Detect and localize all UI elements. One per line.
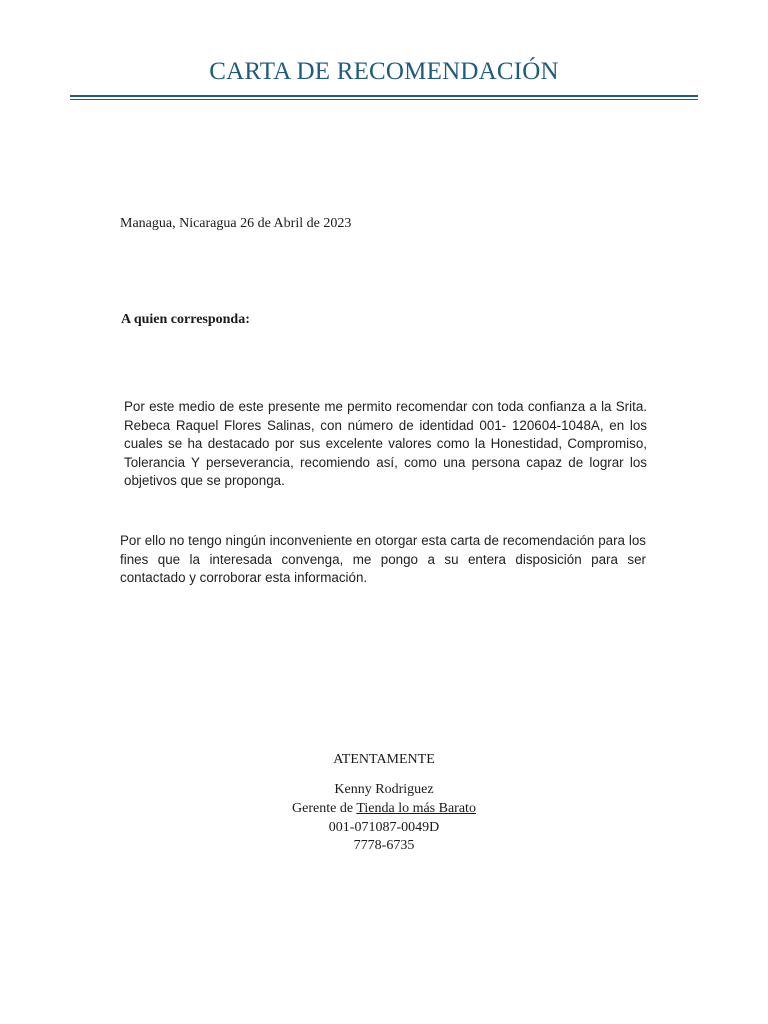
title-rule-thick [70,95,698,97]
title-rule-thin [70,99,698,100]
signer-phone: 7778-6735 [353,838,415,853]
signer-name: Kenny Rodriguez [334,782,434,797]
body-paragraph-2: Por ello no tengo ningún inconveniente en otorgar esta carta de recomendación para los fines que la interesada convenga, me pongo a su entera disposición para ser contactado y corroborar esta información. [120,533,646,586]
closing: ATENTAMENTE [333,752,435,767]
signer-id-number: 001-071087-0049D [328,820,440,835]
greeting: A quien corresponda: [121,312,250,327]
document-title: CARTA DE RECOMENDACIÓN [209,58,559,85]
signer-role [0,801,768,817]
signer-company: Tienda lo más Barato [356,801,476,816]
signer-role-prefix: Gerente de [292,801,357,816]
body-paragraph-1: Por este medio de este presente me permito recomendar con toda confianza a la Srita. Rebeca Raquel Flores Salinas, con número de identidad 001- 120604-1048A, en los cuales se ha destacado por sus excelente valores como la Honestidad, Compromiso, Tolerancia Y perseverancia, recomiendo así, como una persona capaz de lograr los objetivos que se proponga. [124,399,647,489]
date-line: Managua, Nicaragua 26 de Abril de 2023 [120,216,352,231]
